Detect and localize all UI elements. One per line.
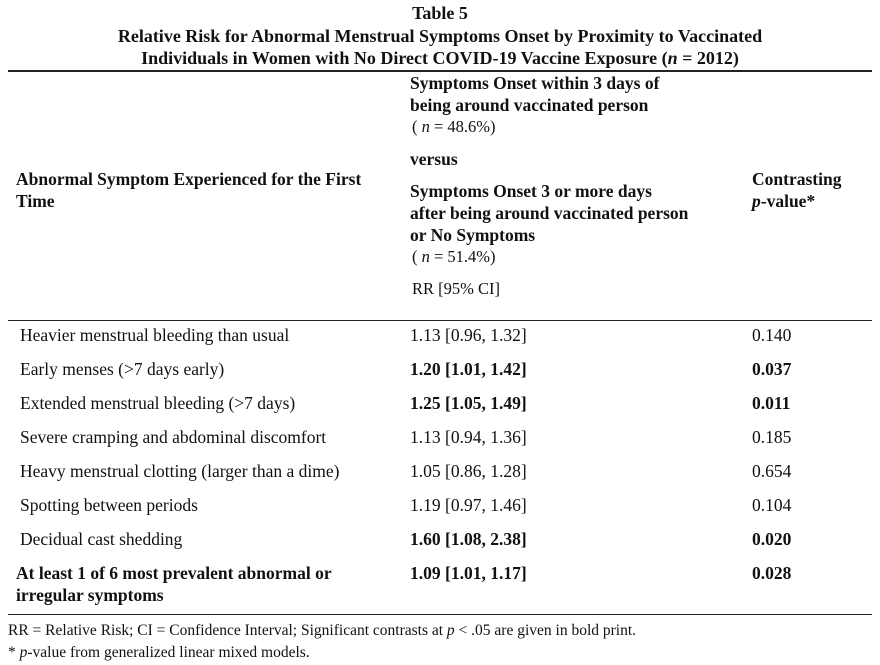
group2-line1: Symptoms Onset 3 or more days (410, 181, 652, 201)
p-value-cell: 0.185 (752, 427, 792, 447)
symptom-cell: Decidual cast shedding (20, 529, 183, 549)
column-header-symptom: Abnormal Symptom Experienced for the First Time (16, 169, 362, 211)
column-header-comparison (410, 72, 740, 300)
rr-ci-cell: 1.25 [1.05, 1.49] (410, 393, 527, 413)
pvalue-header-p: p (752, 191, 761, 211)
group1-n-symbol: n (421, 117, 430, 136)
footnote-abbreviations (8, 620, 872, 641)
pvalue-header-line1: Contrasting (752, 169, 842, 189)
p-value-cell: 0.654 (752, 461, 792, 481)
stat-label: RR [95% CI] (412, 279, 500, 298)
rr-ci-cell: 1.20 [1.01, 1.42] (410, 359, 527, 379)
p-value-cell: 0.020 (752, 529, 792, 549)
rr-ci-cell: 1.19 [0.97, 1.46] (410, 495, 527, 515)
rr-ci-cell: 1.13 [0.94, 1.36] (410, 427, 527, 447)
table-label: Table 5 (412, 3, 468, 23)
footnote-pvalue (8, 642, 872, 663)
footnote1-p: p (446, 622, 455, 639)
p-value-cell: 0.037 (752, 359, 792, 379)
symptom-cell: Spotting between periods (20, 495, 198, 515)
group1-n-pre: ( (412, 117, 422, 136)
footnote1-pre: RR = Relative Risk; CI = Confidence Interval; Significant contrasts at (8, 622, 447, 639)
p-value-cell: 0.140 (752, 325, 792, 345)
rr-ci-cell: 1.13 [0.96, 1.32] (410, 325, 527, 345)
group1-line2: being around vaccinated person (410, 95, 649, 115)
footnote1-post: < .05 are given in bold print. (454, 622, 637, 639)
summary-rr-ci-cell: 1.09 [1.01, 1.17] (410, 563, 527, 583)
table-title-line2 (0, 47, 880, 70)
summary-symptom-cell (16, 562, 396, 606)
column-header-pvalue (752, 168, 872, 212)
footnote2-p: p (19, 644, 28, 661)
group2-n (412, 246, 740, 268)
table-title-line1: Relative Risk for Abnormal Menstrual Symptoms Onset by Proximity to Vaccinated (117, 25, 763, 46)
summary-symptom-line1: At least 1 of 6 most prevalent abnormal or (16, 563, 332, 583)
group1-line1: Symptoms Onset within 3 days of (410, 73, 660, 93)
summary-p-value-cell: 0.028 (752, 563, 792, 583)
table-title (0, 2, 880, 70)
footnote2-pre: * (8, 644, 20, 661)
p-value-cell: 0.011 (752, 393, 791, 413)
bottom-rule (8, 614, 872, 615)
title-line2-pre: Individuals in Women with No Direct COVID-19 Vaccine Exposure ( (141, 48, 668, 68)
rr-ci-cell: 1.05 [0.86, 1.28] (410, 461, 527, 481)
group2-n-pre: ( (412, 247, 422, 266)
group1-n-post: = 48.6%) (429, 117, 496, 136)
rr-ci-cell: 1.60 [1.08, 2.38] (410, 529, 527, 549)
symptom-cell: Extended menstrual bleeding (>7 days) (20, 393, 296, 413)
group1-n (412, 116, 740, 138)
symptom-cell: Heavy menstrual clotting (larger than a dime) (20, 461, 340, 481)
symptom-cell: Early menses (>7 days early) (20, 359, 225, 379)
summary-symptom-line2: irregular symptoms (16, 585, 164, 605)
group2-line2: after being around vaccinated person (410, 203, 689, 223)
symptom-cell: Heavier menstrual bleeding than usual (20, 325, 290, 345)
header-rule (8, 320, 872, 321)
pvalue-header-line2: -value* (760, 191, 816, 211)
group2-n-post: = 51.4%) (429, 247, 496, 266)
group2-line3: or No Symptoms (410, 225, 536, 245)
group2-n-symbol: n (421, 247, 430, 266)
footnote2-post: -value from generalized linear mixed models. (27, 644, 310, 661)
p-value-cell: 0.104 (752, 495, 792, 515)
versus-label: versus (410, 149, 458, 169)
symptom-cell: Severe cramping and abdominal discomfort (20, 427, 327, 447)
title-n-symbol: n (667, 48, 678, 68)
title-line2-post: = 2012) (677, 48, 739, 68)
